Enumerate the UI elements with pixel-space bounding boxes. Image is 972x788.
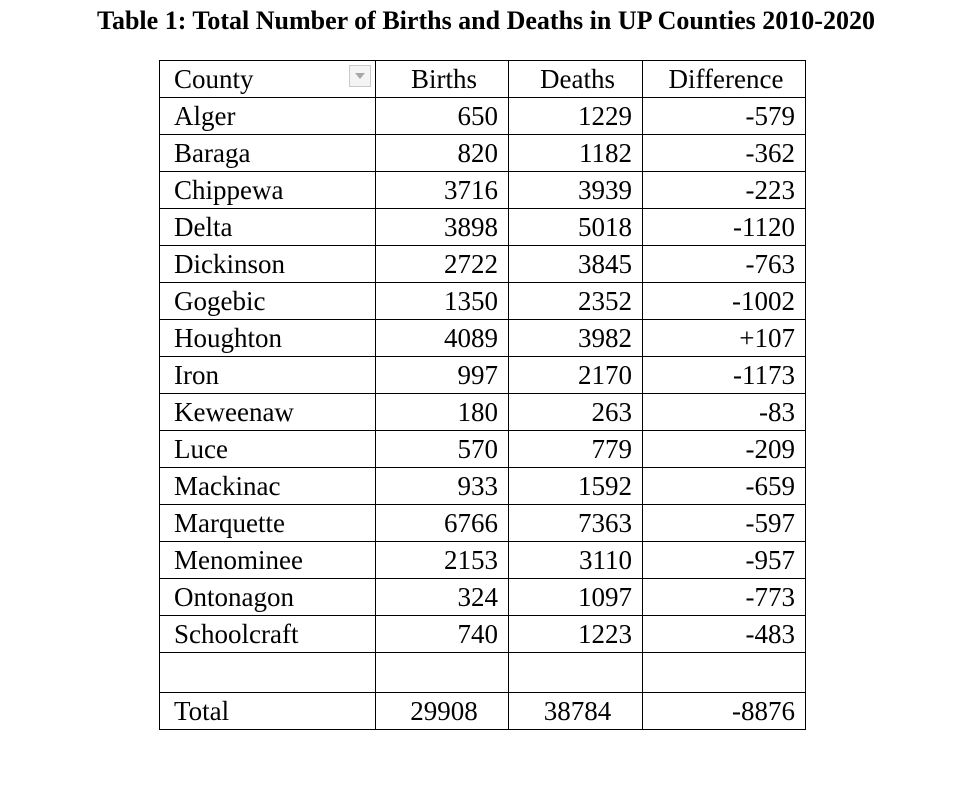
county-cell: Marquette	[160, 505, 376, 542]
table-row	[160, 579, 806, 616]
deaths-cell: 2352	[509, 283, 643, 320]
births-cell: 3716	[376, 172, 509, 209]
total-row	[160, 693, 806, 730]
difference-cell: -83	[643, 394, 806, 431]
births-cell: 4089	[376, 320, 509, 357]
county-cell: Iron	[160, 357, 376, 394]
county-cell: Gogebic	[160, 283, 376, 320]
total-deaths: 38784	[509, 693, 643, 730]
deaths-cell: 1229	[509, 98, 643, 135]
table-caption: Table 1: Total Number of Births and Deaths in UP Counties 2010-2020	[97, 6, 875, 35]
difference-cell: -223	[643, 172, 806, 209]
table-row	[160, 135, 806, 172]
births-cell: 2722	[376, 246, 509, 283]
difference-cell: +107	[643, 320, 806, 357]
table-row	[160, 542, 806, 579]
births-cell: 2153	[376, 542, 509, 579]
table-row	[160, 320, 806, 357]
deaths-cell: 7363	[509, 505, 643, 542]
deaths-cell: 5018	[509, 209, 643, 246]
births-cell: 933	[376, 468, 509, 505]
deaths-cell: 1223	[509, 616, 643, 653]
difference-cell: -579	[643, 98, 806, 135]
births-cell: 820	[376, 135, 509, 172]
births-cell: 740	[376, 616, 509, 653]
difference-cell: -957	[643, 542, 806, 579]
county-cell: Houghton	[160, 320, 376, 357]
births-cell: 997	[376, 357, 509, 394]
deaths-cell: 3110	[509, 542, 643, 579]
deaths-cell: 1182	[509, 135, 643, 172]
header-county-label: County	[174, 64, 254, 94]
total-births: 29908	[376, 693, 509, 730]
difference-cell: -763	[643, 246, 806, 283]
table-row	[160, 505, 806, 542]
county-cell: Dickinson	[160, 246, 376, 283]
header-county	[160, 61, 376, 98]
header-difference: Difference	[643, 61, 806, 98]
blank-cell	[509, 653, 643, 693]
difference-cell: -1120	[643, 209, 806, 246]
blank-cell	[376, 653, 509, 693]
table-row	[160, 468, 806, 505]
header-deaths: Deaths	[509, 61, 643, 98]
county-cell: Keweenaw	[160, 394, 376, 431]
county-cell: Schoolcraft	[160, 616, 376, 653]
county-cell: Chippewa	[160, 172, 376, 209]
difference-cell: -362	[643, 135, 806, 172]
births-cell: 6766	[376, 505, 509, 542]
difference-cell: -1173	[643, 357, 806, 394]
table-row	[160, 394, 806, 431]
county-cell: Delta	[160, 209, 376, 246]
difference-cell: -773	[643, 579, 806, 616]
total-difference: -8876	[643, 693, 806, 730]
births-cell: 324	[376, 579, 509, 616]
deaths-cell: 1097	[509, 579, 643, 616]
table-row	[160, 283, 806, 320]
difference-cell: -483	[643, 616, 806, 653]
county-cell: Alger	[160, 98, 376, 135]
difference-cell: -597	[643, 505, 806, 542]
filter-dropdown-icon[interactable]	[349, 65, 371, 87]
deaths-cell: 3845	[509, 246, 643, 283]
county-cell: Menominee	[160, 542, 376, 579]
births-cell: 180	[376, 394, 509, 431]
table-row	[160, 246, 806, 283]
births-cell: 3898	[376, 209, 509, 246]
table-row	[160, 616, 806, 653]
header-births: Births	[376, 61, 509, 98]
births-deaths-table	[159, 60, 806, 730]
blank-cell	[643, 653, 806, 693]
deaths-cell: 3939	[509, 172, 643, 209]
county-cell: Mackinac	[160, 468, 376, 505]
table-row	[160, 209, 806, 246]
blank-row	[160, 653, 806, 693]
difference-cell: -1002	[643, 283, 806, 320]
table-row	[160, 431, 806, 468]
deaths-cell: 3982	[509, 320, 643, 357]
deaths-cell: 2170	[509, 357, 643, 394]
deaths-cell: 263	[509, 394, 643, 431]
table-body	[160, 98, 806, 730]
difference-cell: -659	[643, 468, 806, 505]
table-row	[160, 172, 806, 209]
county-cell: Ontonagon	[160, 579, 376, 616]
blank-cell	[160, 653, 376, 693]
births-cell: 570	[376, 431, 509, 468]
header-row	[160, 61, 806, 98]
births-cell: 1350	[376, 283, 509, 320]
deaths-cell: 779	[509, 431, 643, 468]
deaths-cell: 1592	[509, 468, 643, 505]
births-cell: 650	[376, 98, 509, 135]
table-row	[160, 357, 806, 394]
table-row	[160, 98, 806, 135]
total-label: Total	[160, 693, 376, 730]
county-cell: Baraga	[160, 135, 376, 172]
difference-cell: -209	[643, 431, 806, 468]
county-cell: Luce	[160, 431, 376, 468]
